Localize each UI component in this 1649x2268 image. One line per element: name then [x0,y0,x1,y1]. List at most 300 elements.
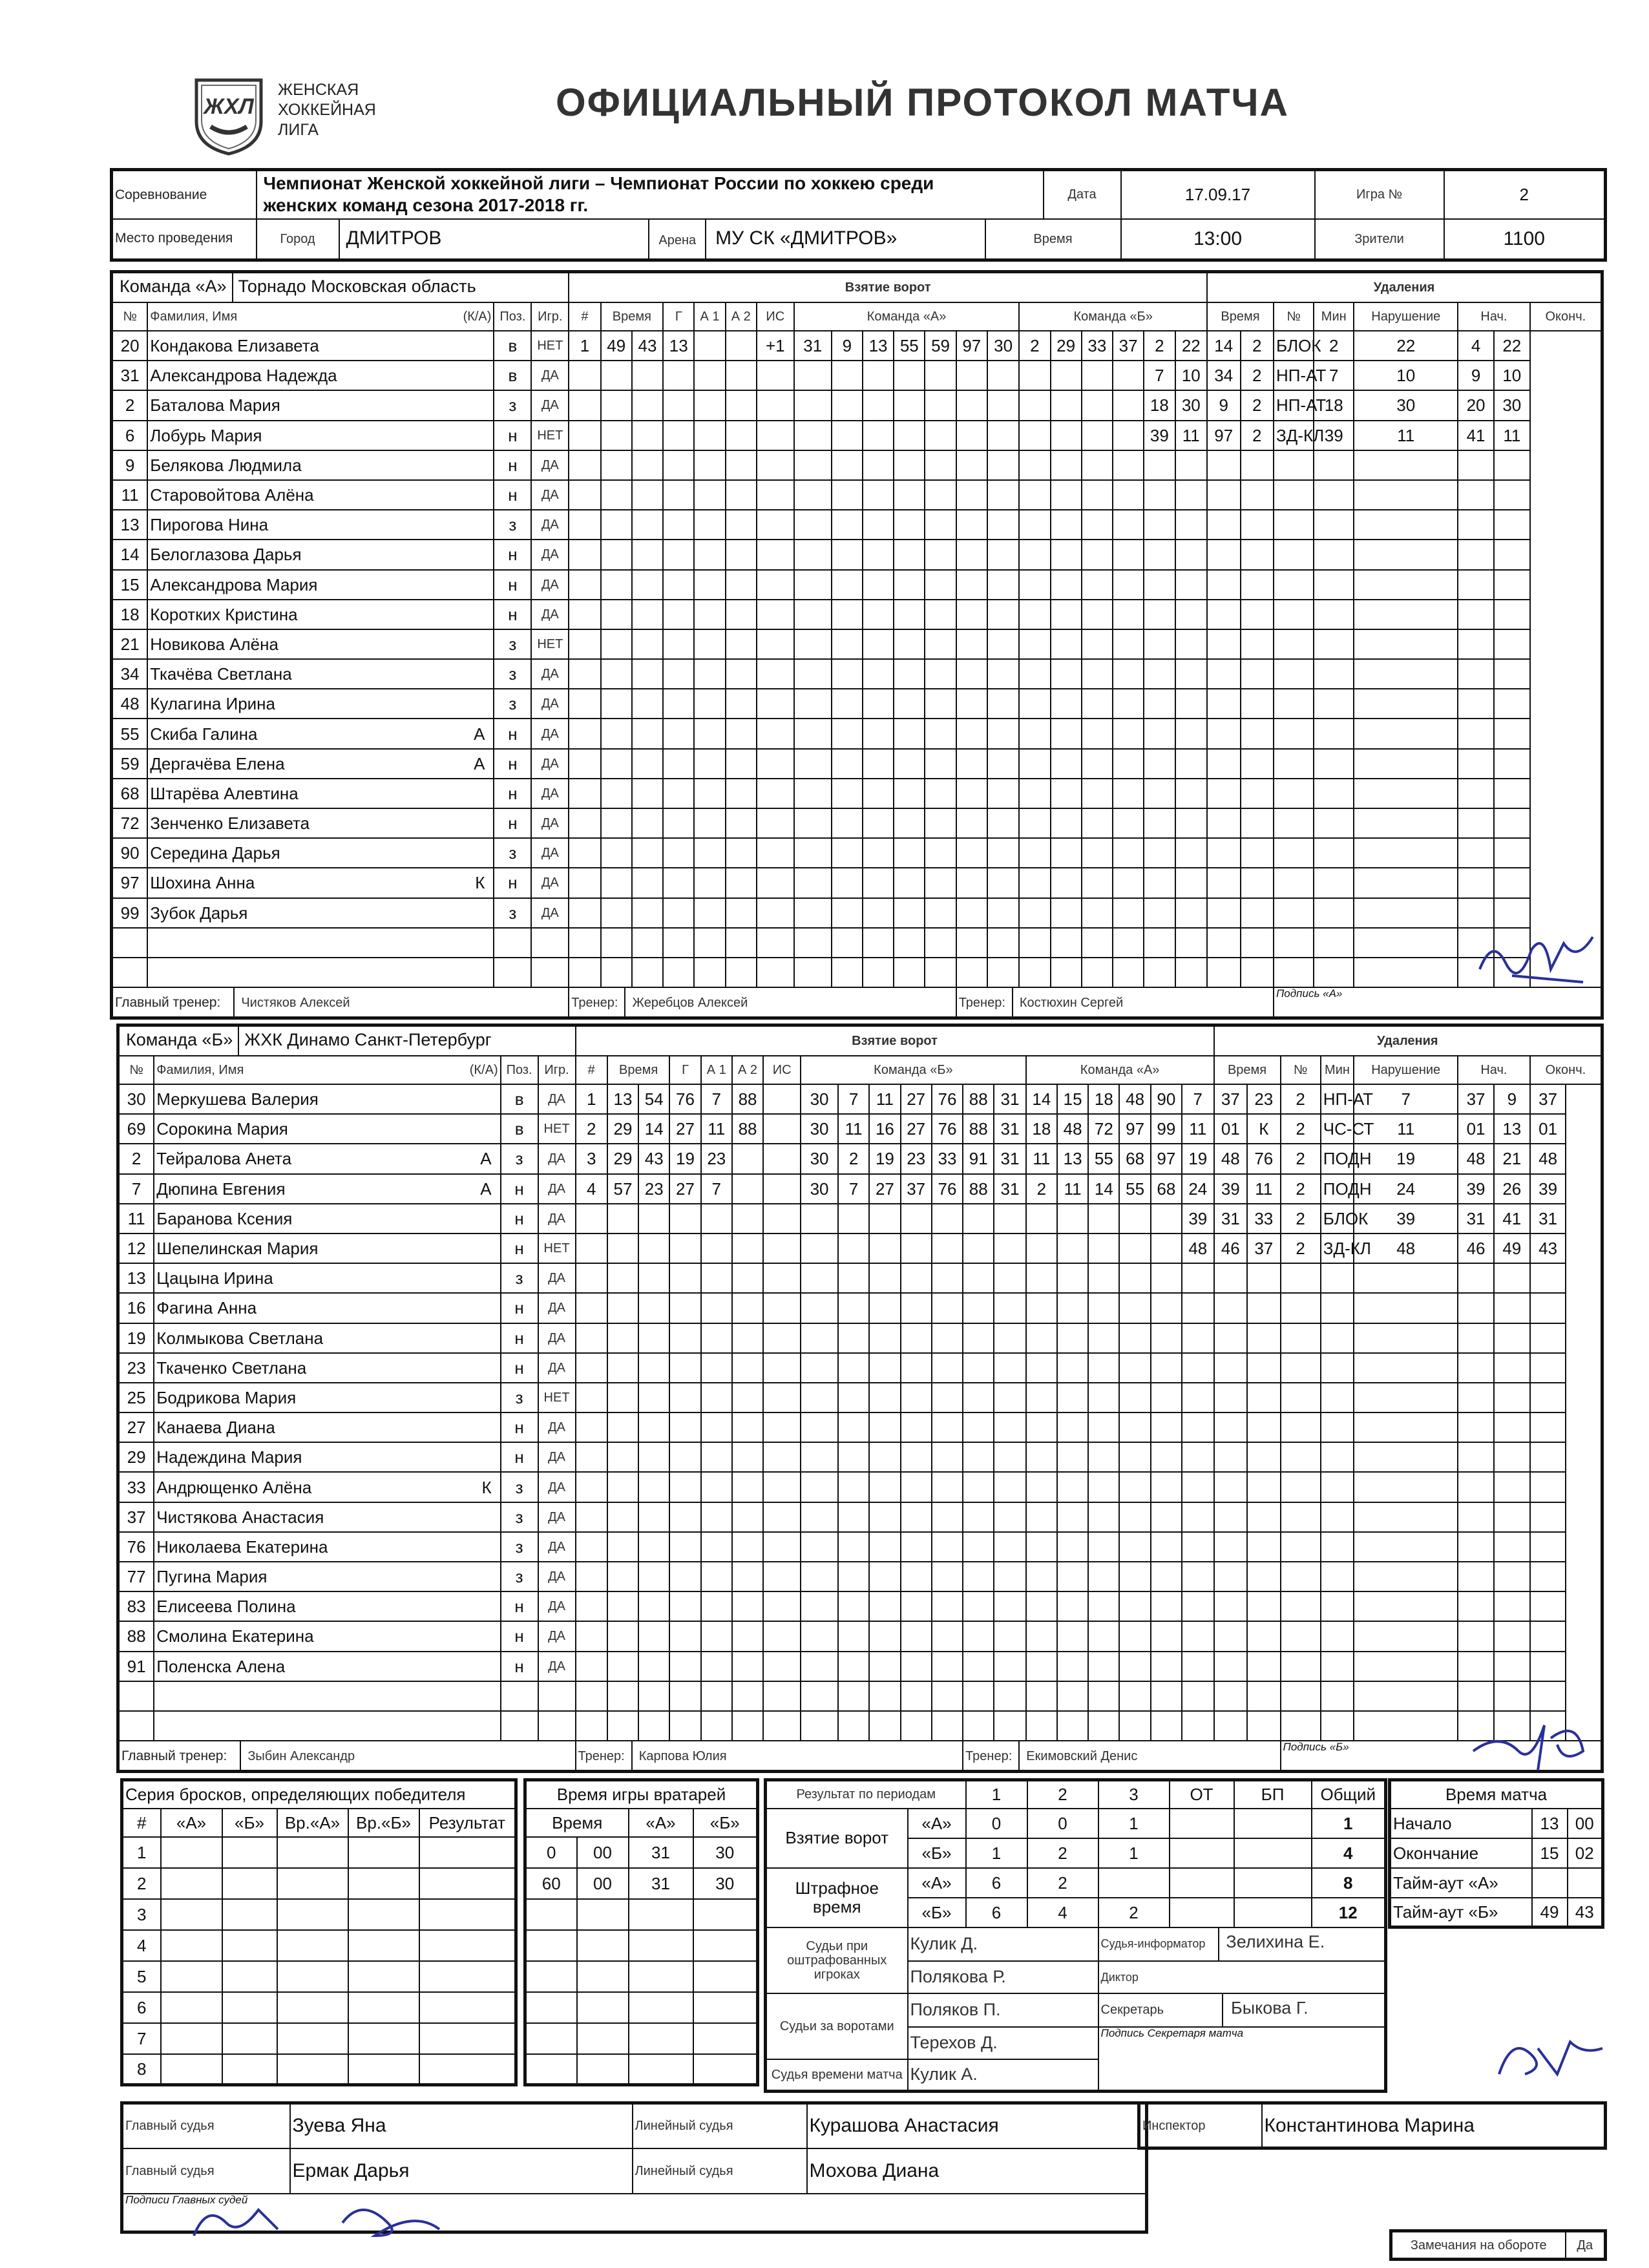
match-time-row [1390,1898,1603,1927]
goal-cell [925,510,956,540]
goal-cell [732,1204,763,1234]
match-time-label: Начало [1390,1809,1532,1838]
penalty-cell [1241,689,1274,719]
penalty-cell: 39 [1214,1174,1247,1204]
goal-cell [1151,1621,1182,1651]
goal-cell [1113,421,1144,450]
shootout-cell [277,1961,348,1992]
goal-cell [1026,1323,1057,1353]
goal-cell [832,928,863,958]
goal-cell [638,1652,669,1681]
player-row [112,480,1602,510]
player-played: ДА [538,1502,576,1532]
goal-cell [1119,1711,1150,1741]
goal-cell [956,361,987,390]
match-header-table [110,168,1607,262]
goal-cell [1057,1293,1088,1323]
secretary-signature [1486,2022,1609,2087]
penalty-cell: 31 [1458,1204,1494,1234]
goal-cell [638,1412,669,1442]
shootout-cell [277,2023,348,2054]
penalty-cell [1241,779,1274,808]
goal-cell [832,600,863,629]
penalty-judges-label: Судьи при оштрафованных игроках [766,1927,908,1993]
penalty-cell [1214,1472,1247,1502]
penalty-cell [1281,1591,1321,1621]
player-number: 48 [112,689,148,719]
goal-cell [963,1472,994,1502]
goal-cell [794,779,832,808]
goal-cell [987,600,1019,629]
penalty-cell [1247,1652,1280,1681]
penalty-cell: 7 [1144,361,1175,390]
goal-cell [932,1652,963,1681]
penalty-cell [1354,450,1458,480]
penalty-cell [1207,659,1240,689]
goal-cell [1088,1532,1119,1562]
spectators-label: Зрители [1315,219,1444,260]
period-value [1234,1868,1312,1898]
goal-cell [901,1502,932,1532]
goal-cell [956,629,987,659]
penalty-cell [1494,808,1530,838]
player-name [154,1532,500,1562]
penalty-cell [1182,1652,1214,1681]
goal-cell [1019,928,1050,958]
penalty-violation [1321,1472,1354,1502]
goal-cell [601,629,632,659]
penalty-cell [1458,540,1494,569]
goal-cell [1113,570,1144,600]
goal-cell [1088,1562,1119,1591]
goal-cell [925,629,956,659]
goal-cell [638,1383,669,1412]
goal-cell [869,1234,900,1263]
goal-cell [663,838,694,868]
team-a-head-coach: Чистяков Алексей [241,996,350,1010]
penalty-cell: 39 [1182,1204,1214,1234]
goal-cell [576,1681,607,1711]
goal-cell [838,1591,869,1621]
goal-cell [1051,779,1082,808]
goalie-time-title: Время игры вратарей [525,1780,758,1809]
period-value: 4 [1027,1898,1098,1927]
goal-cell [994,1711,1025,1741]
goal-cell [987,838,1019,868]
goal-cell [794,510,832,540]
goalie-time-cell: 00 [577,1837,629,1868]
penalty-cell: 43 [1530,1234,1566,1263]
player-number: 83 [118,1591,154,1621]
goal-cell [701,1383,732,1412]
penalty-cell [1247,1621,1280,1651]
player-name [147,390,494,420]
goal-cell [732,1562,763,1591]
penalty-cell [1458,1323,1494,1353]
period-row-label: Штрафное время [766,1868,908,1927]
player-name [147,779,494,808]
team-b-name: ЖХК Динамо Санкт-Петербург [244,1030,492,1050]
goalie-time-row [525,1992,758,2023]
head-coach-label: Главный тренер: [115,995,221,1010]
team-b-coach1-cell [576,1741,963,1772]
player-played: ДА [531,540,569,569]
goalie-time-row [525,1930,758,1961]
player-row [112,361,1602,390]
goal-cell [732,1263,763,1293]
penalty-violation [1274,480,1314,510]
goal-cell [669,1532,700,1562]
team-b-coach2: Екимовский Денис [1026,1749,1138,1763]
penalty-cell [1281,1502,1321,1532]
penalty-cell [1207,868,1240,898]
col-goal-time: Время [607,1056,670,1084]
goal-cell [607,1383,638,1412]
goal-cell [569,659,600,689]
penalty-cell [1314,659,1354,689]
goal-cell [607,1532,638,1562]
goal-cell [1113,629,1144,659]
penalty-cell [1354,958,1458,987]
goal-cell [1119,1353,1150,1383]
penalty-cell [1241,928,1274,958]
player-played: НЕТ [538,1234,576,1263]
shootout-cell [419,1868,516,1899]
penalty-cell [1214,1532,1247,1562]
penalty-cell [1214,1621,1247,1651]
goal-cell [794,689,832,719]
player-position: в [501,1114,538,1144]
goal-cell [576,1562,607,1591]
penalty-cell [1314,808,1354,838]
referee-signatures [181,2184,452,2249]
goal-cell [763,1144,801,1173]
penalty-cell: 7 [1314,361,1354,390]
player-played: ДА [531,749,569,779]
goal-cell [869,1681,900,1711]
penalty-cell: 10 [1175,361,1208,390]
goal-cell: 37 [1113,331,1144,361]
goal-cell [994,1234,1025,1263]
goal-cell [994,1442,1025,1472]
goal-cell [794,600,832,629]
penalty-cell [1494,868,1530,898]
goal-cell: 48 [1057,1114,1088,1144]
penalty-cell [1314,958,1354,987]
goal-cell [901,1293,932,1323]
goal-cell [832,779,863,808]
player-number: 72 [112,808,148,838]
penalty-cell [1494,1442,1530,1472]
goal-cell [757,570,794,600]
col-team-b-on-ice: Команда «Б» [1019,302,1207,331]
goal-cell [987,898,1019,928]
goal-cell [757,659,794,689]
goal-cell: 1 [569,331,600,361]
goal-cell [794,450,832,480]
penalty-cell: 30 [1175,390,1208,420]
goal-cell [869,1562,900,1591]
goal-cell [1019,629,1050,659]
penalty-cell [1458,629,1494,659]
penalty-cell [1494,1532,1530,1562]
goal-cell [794,808,832,838]
penalty-cell: 21 [1494,1144,1530,1173]
match-time-minutes: 43 [1568,1898,1603,1927]
penalty-cell [1241,600,1274,629]
penalty-cell [1241,570,1274,600]
penalty-cell [1144,600,1175,629]
goal-cell: 72 [1088,1114,1119,1144]
goal-cell [832,421,863,450]
penalty-violation [1321,1562,1354,1591]
goal-cell: 88 [963,1174,994,1204]
goal-cell [932,1263,963,1293]
player-row [112,719,1602,748]
goal-cell [994,1502,1025,1532]
player-position: з [494,659,531,689]
goal-cell: 23 [638,1174,669,1204]
player-name-text: Дергачёва Елена [150,753,285,773]
goal-cell [569,600,600,629]
goal-cell: 14 [1088,1174,1119,1204]
goal-cell [601,719,632,748]
goal-cell [1151,1532,1182,1562]
player-number: 99 [112,898,148,928]
penalty-cell [1207,779,1240,808]
goal-cell [794,421,832,450]
penalty-cell [1182,1591,1214,1621]
goalie-time-cell [525,2023,577,2054]
goal-cell [726,421,757,450]
penalty-cell [1458,838,1494,868]
penalty-cell: 18 [1314,390,1354,420]
col-name [147,302,494,331]
penalty-cell [1281,1293,1321,1323]
player-played: ДА [531,689,569,719]
col-name [154,1056,500,1084]
goal-cell [987,510,1019,540]
goal-cell [569,749,600,779]
shootout-number: 3 [122,1899,161,1930]
goal-cell [987,749,1019,779]
goal-cell [956,808,987,838]
penalty-cell [1458,689,1494,719]
penalty-cell [1314,629,1354,659]
penalty-cell [1175,719,1208,748]
goal-cell: 43 [638,1144,669,1173]
goal-cell: 43 [632,331,663,361]
goal-cell: 55 [1088,1144,1119,1173]
goal-cell [1082,421,1113,450]
goal-cell: 37 [901,1174,932,1204]
goal-cell [726,331,757,361]
goal-cell [732,1174,763,1204]
secretary-value: Быкова Г. [1231,1997,1308,2017]
period-value [1170,1898,1234,1927]
shootout-cell [161,1837,222,1868]
penalty-violation [1321,1711,1354,1741]
penalty-cell [1281,1652,1321,1681]
goalie-time-cell: 0 [525,1837,577,1868]
col-pen-min: Мин [1314,302,1354,331]
goalie-time-cell [629,1961,693,1992]
penalty-cell [1241,898,1274,928]
goal-cell [694,808,725,838]
goal-cell [1019,958,1050,987]
goal-cell [869,1442,900,1472]
player-position: н [494,749,531,779]
player-position: н [501,1652,538,1681]
remarks-table [1389,2229,1607,2261]
penalty-cell: 01 [1458,1114,1494,1144]
goal-cell [1082,898,1113,928]
goal-cell [569,421,600,450]
goalie-time-cell [525,1961,577,1992]
goal-cell [956,390,987,420]
penalty-cell: 22 [1494,331,1530,361]
penalty-cell [1207,898,1240,928]
penalty-cell [1494,1472,1530,1502]
time-label: Время [985,219,1121,260]
goalie-time-cell [577,1899,629,1930]
penalty-cell: 37 [1530,1084,1566,1114]
player-played: ДА [538,1353,576,1383]
penalty-cell: 10 [1354,361,1458,390]
penalty-cell [1458,719,1494,748]
goal-cell [569,868,600,898]
player-name-text: Тейралова Анета [156,1149,292,1169]
period-value [1234,1809,1312,1838]
shootout-cell [222,1837,277,1868]
goal-cell [701,1353,732,1383]
goal-cell [838,1562,869,1591]
goal-cell: 30 [987,331,1019,361]
penalty-cell [1207,540,1240,569]
player-name-text: Колмыкова Светлана [156,1328,324,1348]
goal-cell [963,1234,994,1263]
player-played: ДА [538,1621,576,1651]
goal-cell [607,1293,638,1323]
inspector-value: Константинова Марина [1262,2103,1606,2148]
referee-label: Главный судья [122,2103,290,2148]
goalie-time-cell [629,2023,693,2054]
goal-cell [901,1711,932,1741]
goal-cell [956,600,987,629]
penalty-cell [1175,629,1208,659]
penalty-cell [1144,808,1175,838]
goal-cell [1151,1442,1182,1472]
goal-cell [669,1353,700,1383]
goal-cell [663,719,694,748]
player-name-text: Поленска Алена [156,1656,286,1676]
goal-cell [1082,450,1113,480]
goal-cell [1088,1353,1119,1383]
goalie-time-row [525,1899,758,1930]
player-row [118,1114,1602,1144]
player-position: н [494,719,531,748]
player-row [118,1263,1602,1293]
period-col: БП [1234,1780,1312,1809]
goal-cell [794,361,832,390]
penalty-cell [1530,1442,1566,1472]
player-name-text: Середина Дарья [150,843,280,863]
goal-cell [801,1442,838,1472]
goal-cell [701,1591,732,1621]
goal-cell [956,480,987,510]
penalty-cell [1144,719,1175,748]
penalty-cell [1354,540,1458,569]
goal-cell [1019,838,1050,868]
goal-cell [694,331,725,361]
player-played: ДА [538,1174,576,1204]
penalty-cell [1458,1502,1494,1532]
goal-cell [801,1681,838,1711]
player-played: НЕТ [531,629,569,659]
goal-cell [869,1532,900,1562]
goal-cell [987,958,1019,987]
goal-cell [863,480,894,510]
player-position: з [501,1562,538,1591]
goal-cell [987,719,1019,748]
goal-cell [932,1472,963,1502]
penalty-cell: 11 [1247,1174,1280,1204]
period-value: 0 [966,1809,1027,1838]
penalty-cell [1207,600,1240,629]
goal-cell [663,958,694,987]
penalty-cell: 2 [1281,1144,1321,1173]
goal-cell [1151,1323,1182,1353]
player-number: 2 [118,1144,154,1173]
goal-cell [932,1234,963,1263]
col-pos: Поз. [501,1056,538,1084]
penalty-cell [1144,450,1175,480]
goal-cell [1119,1412,1150,1442]
penalty-cell [1494,1412,1530,1442]
penalty-cell [1314,570,1354,600]
period-total: 1 [1312,1809,1386,1838]
player-name-text: Дюпина Евгения [156,1179,286,1199]
penalty-cell [1494,600,1530,629]
player-name-text: Старовойтова Алёна [150,485,314,505]
goal-cell: 19 [869,1144,900,1173]
timekeeper-label: Судья времени матча [766,2059,908,2092]
penalty-cell [1144,540,1175,569]
player-position: н [494,421,531,450]
goal-cell [932,1591,963,1621]
player-position: з [494,689,531,719]
goal-cell [1151,1591,1182,1621]
penalty-cell [1314,868,1354,898]
player-name [154,1652,500,1681]
team-a-coach2-cell [956,987,1274,1018]
penalty-cell [1458,898,1494,928]
col-pen-start: Нач. [1458,1056,1530,1084]
col-played: Игр. [531,302,569,331]
goal-cell: 14 [1026,1084,1057,1114]
goal-cell [1119,1383,1150,1412]
goal-cell [732,1442,763,1472]
goal-cell [963,1442,994,1472]
penalty-cell [1494,749,1530,779]
period-value [1170,1809,1234,1838]
player-row [118,1383,1602,1412]
goal-cell [726,480,757,510]
team-a-penalties-header: Удаления [1207,272,1602,303]
player-row [118,1084,1602,1114]
goal-cell [1119,1323,1150,1353]
col-assist-2: А 2 [726,302,757,331]
